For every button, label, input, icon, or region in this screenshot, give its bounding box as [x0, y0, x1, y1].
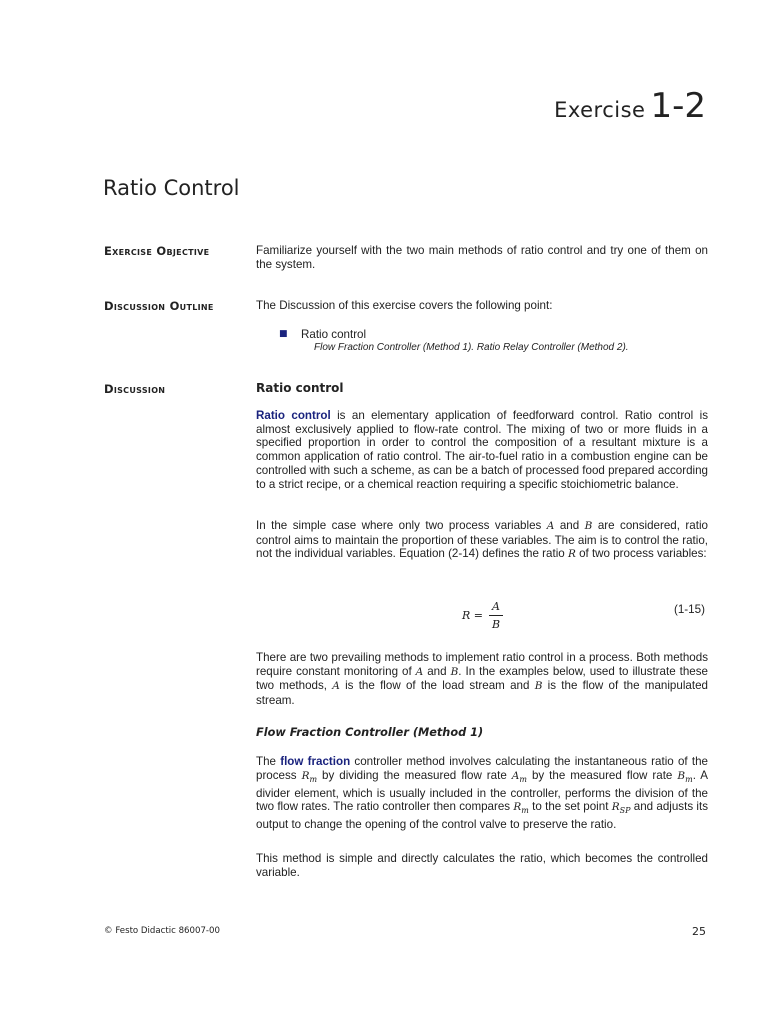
term-ratio-control: Ratio control — [256, 409, 331, 422]
outline-bullet-item: Ratio control — [301, 328, 367, 341]
method1-heading: Flow Fraction Controller (Method 1) — [256, 726, 484, 739]
discussion-paragraph-2: In the simple case where only two process variables A and B are considered, ratio control aims to maintain the proportion of these variables. The aim is to control the ratio, not the individual variables. Equation (2-14) defines the ratio R of two process variables: — [256, 519, 708, 561]
outline-label: Discussion Outline — [104, 299, 214, 313]
equation-denominator: B — [491, 618, 501, 631]
equation-fraction — [489, 600, 503, 631]
term-flow-fraction: flow fraction — [280, 755, 351, 768]
equation-ratio — [462, 600, 503, 631]
exercise-header — [554, 86, 706, 126]
equation-number: (1-15) — [674, 603, 705, 616]
exercise-number: 1-2 — [650, 86, 706, 126]
discussion-paragraph-1: Ratio control is an elementary application of feedforward control. Ratio control is almost exclusively applied to flow-rate control. The mixing of two or more fluids in a specified proportion in order to control the composition of a resultant mixture is a common application of ratio control. The air-to-fuel ratio in a combustion engine can be controlled with such a scheme, as can be a batch of processed food prepared according to a strict recipe, or a chemical reaction requiring a specific stoichiometric balance. — [256, 409, 708, 491]
discussion-label: Discussion — [104, 382, 166, 396]
discussion-paragraph-5: This method is simple and directly calculates the ratio, which becomes the controlled variable. — [256, 852, 708, 879]
page-number: 25 — [692, 925, 706, 938]
page-title: Ratio Control — [103, 176, 240, 200]
footer-copyright: © Festo Didactic 86007-00 — [104, 926, 220, 936]
objective-text: Familiarize yourself with the two main methods of ratio control and try one of them on the system. — [256, 244, 708, 271]
exercise-word: Exercise — [554, 98, 646, 122]
discussion-paragraph-3: There are two prevailing methods to implement ratio control in a process. Both methods require constant monitoring of A and B. In the examples below, used to illustrate these two methods, A is the flow of the load stream and B is the flow of the manipulated stream. — [256, 651, 708, 708]
equation-lhs: R = — [462, 609, 483, 622]
outline-bullet-subitems: Flow Fraction Controller (Method 1). Ratio Relay Controller (Method 2). — [314, 342, 629, 353]
discussion-paragraph-4: The flow fraction controller method involves calculating the instantaneous ratio of the process $R_m$ by dividing the measured flow rate $A_m$ by the measured flow rate $B_m$. A divider element, which is usually included in the controller, performs the division of the two flow rates. The ratio controller then compares $R_m$ to the set point $R_{SP}$ and adjusts its output to change the opening of the control valve to preserve the ratio. — [256, 755, 709, 831]
discussion-subheading: Ratio control — [256, 381, 344, 395]
equation-numerator: A — [492, 600, 500, 613]
objective-label: Exercise Objective — [104, 244, 210, 258]
bullet-square-icon: ■ — [279, 329, 288, 339]
outline-text: The Discussion of this exercise covers the following point: — [256, 299, 553, 312]
